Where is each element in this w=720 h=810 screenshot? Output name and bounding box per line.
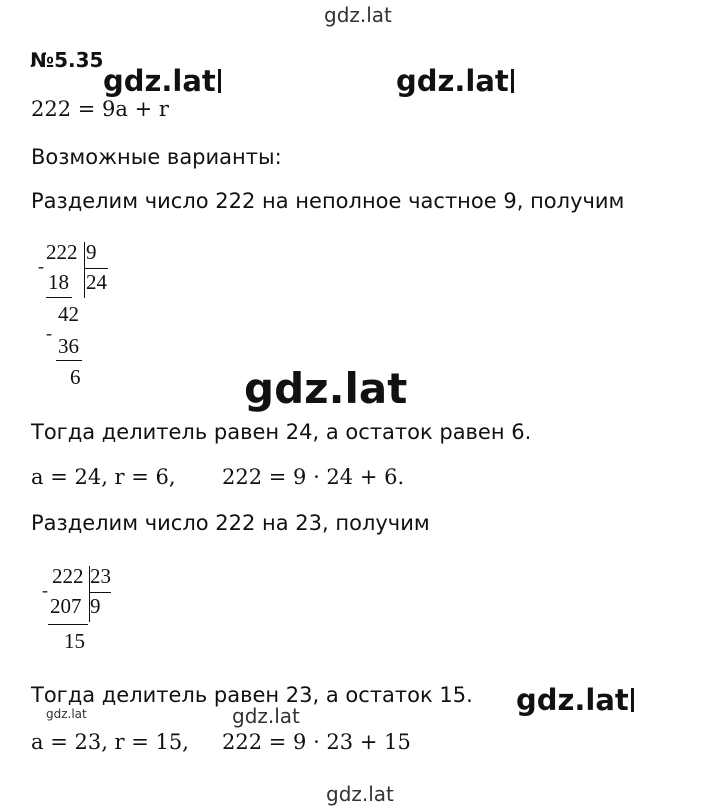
division2-quotient: 9	[90, 594, 101, 618]
division2-dividend: 222	[52, 564, 84, 588]
possible-variants-label: Возможные варианты:	[31, 145, 282, 169]
division1-divisor: 9	[86, 240, 97, 264]
division2-line	[48, 624, 88, 625]
division2-divisor-line	[89, 592, 111, 593]
result1-eq-right: 222 = 9 · 24 + 6.	[222, 465, 405, 489]
watermark-center: gdz.lat	[244, 364, 408, 413]
division1-minus-2: -	[46, 323, 52, 343]
watermark-bottom-middle: gdz.lat	[232, 704, 300, 728]
division2-sub1: 207	[50, 594, 82, 618]
watermark-top: gdz.lat	[324, 3, 392, 27]
division1-vertical-bar	[84, 242, 85, 298]
division2-remainder: 15	[64, 629, 85, 653]
result2-eq-right: 222 = 9 · 23 + 15	[222, 730, 411, 754]
division1-divisor-line	[84, 268, 108, 269]
step1-text: Разделим число 222 на неполное частное 9, получим	[31, 189, 625, 213]
division1-line-2	[56, 360, 82, 361]
result1-text: Тогда делитель равен 24, а остаток равен 6.	[31, 420, 532, 444]
division1-line-1	[46, 297, 72, 298]
division1-dividend: 222	[46, 240, 78, 264]
result1-eq-left: a = 24, r = 6,	[31, 465, 176, 489]
result2-eq-left: a = 23, r = 15,	[31, 730, 189, 754]
watermark-header-right: gdz.lat	[396, 64, 514, 98]
watermark-bottom-right: gdz.lat	[516, 683, 634, 717]
watermark-footer: gdz.lat	[326, 782, 394, 806]
division2-divisor: 23	[90, 564, 111, 588]
watermark-header-left: gdz.lat	[103, 64, 221, 98]
division1-sub1: 18	[48, 270, 69, 294]
division1-minus-1: -	[38, 256, 44, 276]
problem-number: №5.35	[30, 48, 104, 72]
division1-remainder1: 42	[58, 302, 79, 326]
division1-sub2: 36	[58, 334, 79, 358]
division1-remainder: 6	[70, 365, 81, 389]
step2-text: Разделим число 222 на 23, получим	[31, 511, 430, 535]
result2-text: Тогда делитель равен 23, а остаток 15.	[31, 683, 473, 707]
watermark-bottom-small-left: gdz.lat	[46, 707, 87, 721]
division2-minus: -	[42, 580, 48, 600]
division1-quotient: 24	[86, 270, 107, 294]
problem-equation: 222 = 9a + r	[31, 97, 169, 121]
